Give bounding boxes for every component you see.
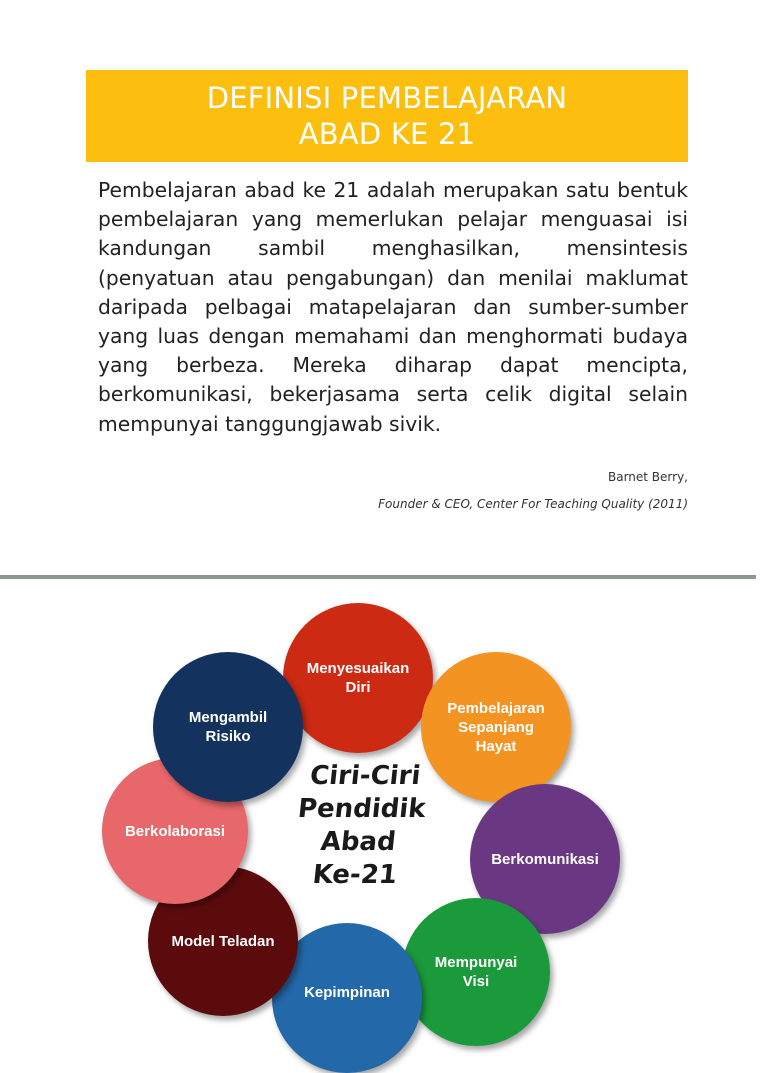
attribution-role: Founder & CEO, Center For Teaching Quality (2011) bbox=[378, 497, 688, 511]
circle-label-line: Menyesuaikan bbox=[306, 660, 410, 677]
circle-label-line: Kepimpinan bbox=[304, 984, 390, 1001]
circle-mengambil-risiko bbox=[153, 652, 303, 802]
circle-label-line: Risiko bbox=[205, 728, 251, 745]
title-line-1: DEFINISI PEMBELAJARAN bbox=[206, 81, 568, 115]
center-title-line: Ke-21 bbox=[311, 860, 399, 890]
attribution-name: Barnet Berry, bbox=[607, 470, 688, 484]
circle-label-line: Berkomunikasi bbox=[491, 850, 599, 868]
center-title-line: Pendidik bbox=[296, 794, 428, 824]
circle-label-line: Mempunyai bbox=[434, 954, 518, 971]
circle-label-line: Mengambil bbox=[188, 709, 268, 726]
circle-label-line: Diri bbox=[345, 679, 371, 696]
section-divider bbox=[0, 575, 756, 579]
circle-label-line: Pembelajaran bbox=[447, 699, 545, 717]
center-title-line: Ciri-Ciri bbox=[308, 761, 422, 791]
definition-paragraph: Pembelajaran abad ke 21 adalah merupakan satu bentuk pembelajaran yang memerlukan pelajar menguasai isi kandungan sambil menghasilkan, mensintesis (penyatuan atau pengabungan) dan menilai maklumat daripada pelbagai matapelajaran dan sumber-sumber yang luas dengan memahami dan menghormati budaya yang berbeza. Mereka diharap dapat mencipta, berkomunikasi, bekerjasama serta celik digital selain mempunyai tanggungjawab sivik. bbox=[98, 178, 688, 436]
center-title-line: Abad bbox=[319, 827, 398, 857]
circle-label-line: Hayat bbox=[475, 737, 517, 755]
circle-pembelajaran-sepanjang-hayat bbox=[421, 652, 571, 802]
circle-label-line: Sepanjang bbox=[458, 718, 534, 736]
title-banner bbox=[86, 70, 688, 162]
circle-label-line: Berkolaborasi bbox=[124, 822, 226, 840]
circle-label-line: Visi bbox=[462, 973, 490, 990]
diagram-center-title bbox=[283, 760, 437, 892]
circle-menyesuaikan-diri bbox=[283, 603, 433, 753]
title-line-2: ABAD KE 21 bbox=[298, 117, 476, 151]
circle-label-line: Model Teladan bbox=[171, 932, 275, 950]
